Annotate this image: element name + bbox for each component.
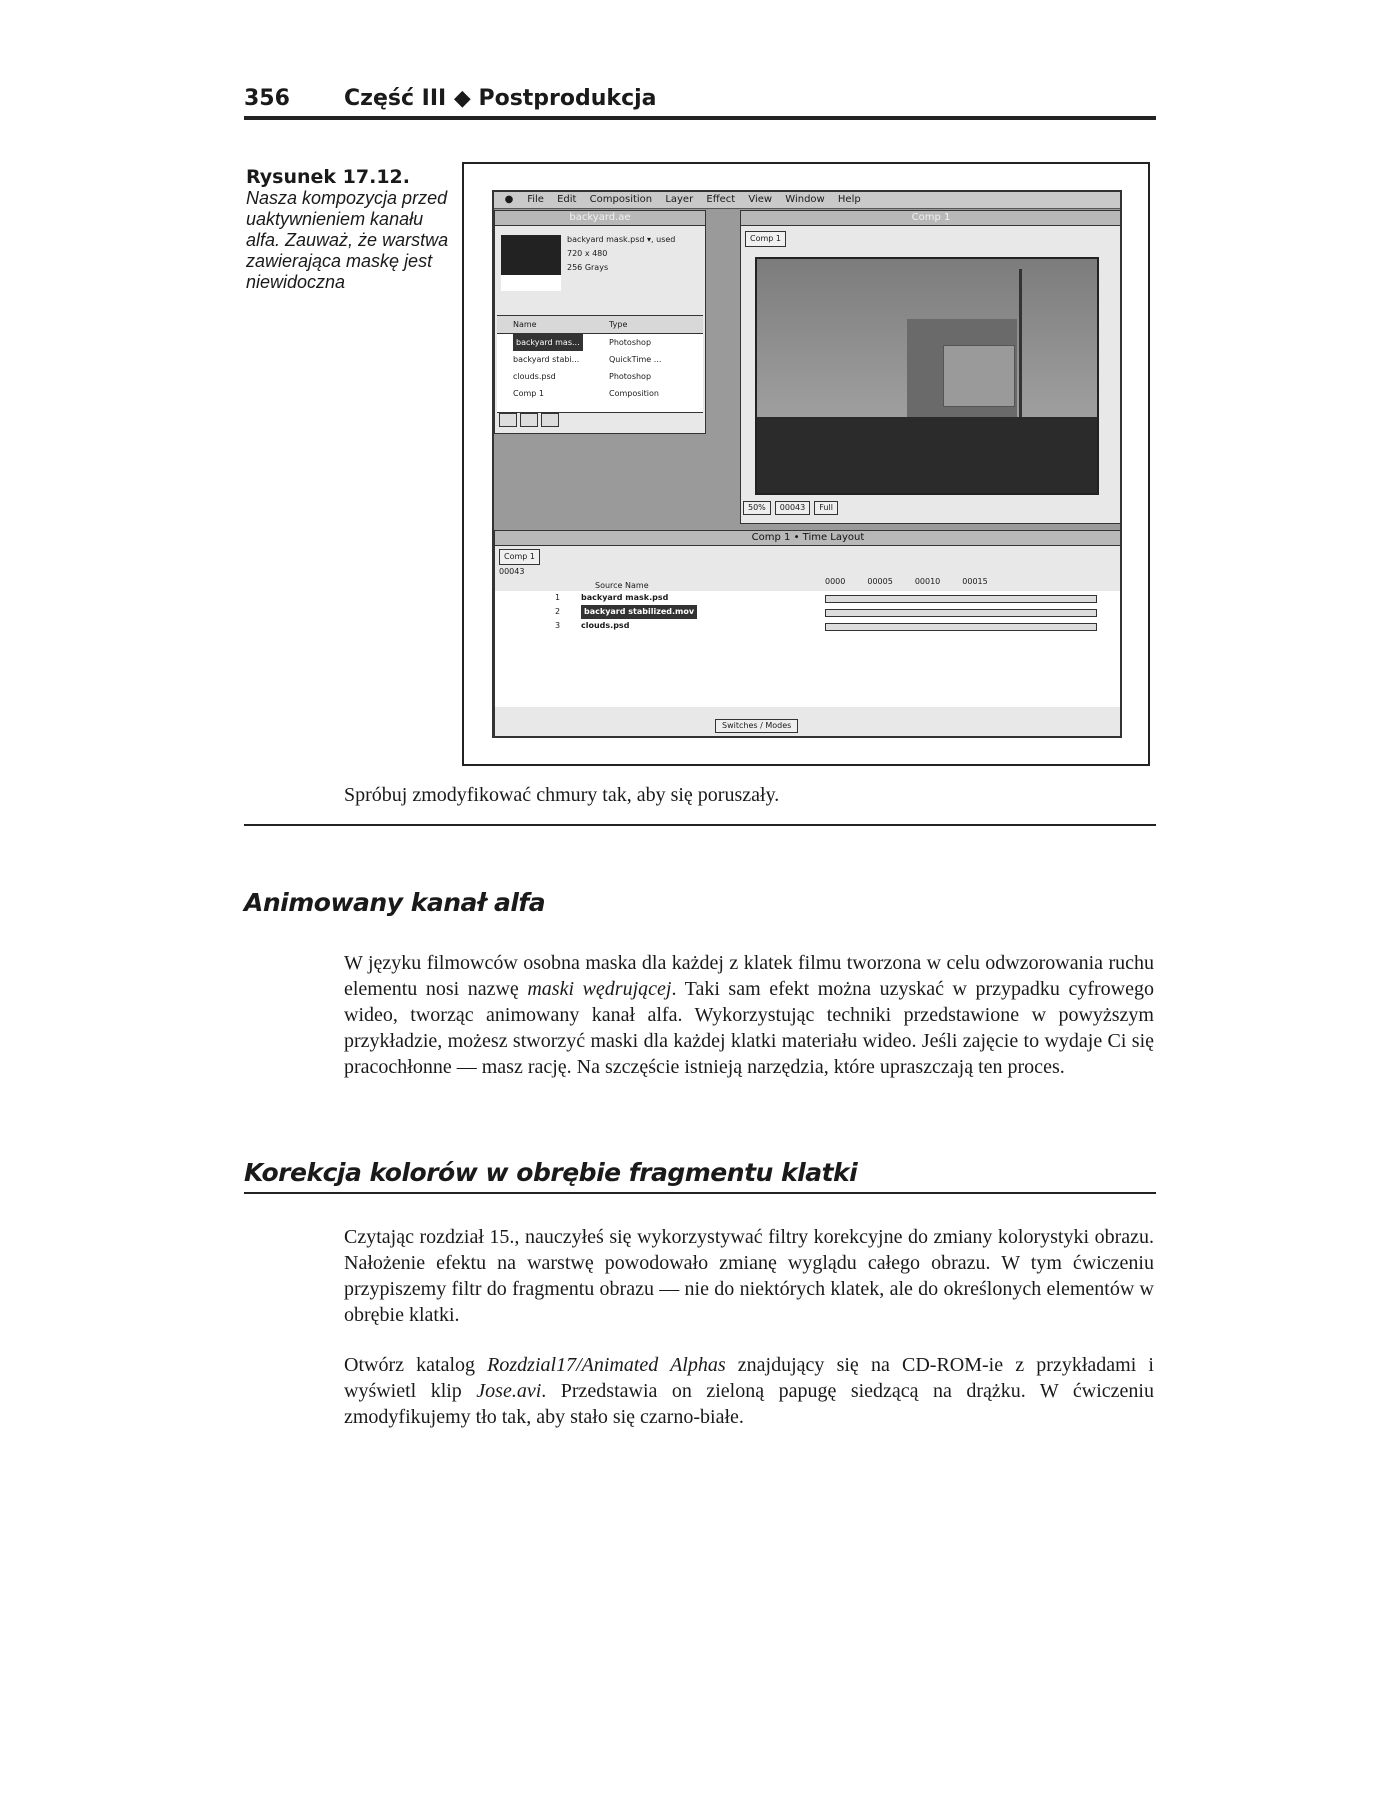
menu-window: Window bbox=[785, 194, 825, 205]
menu-layer: Layer bbox=[665, 194, 694, 205]
menu-composition: Composition bbox=[589, 194, 653, 205]
figure-caption-text: Nasza kompozycja przed uaktywnieniem kanału alfa. Zauważ, że warstwa zawierająca maskę jest niewidoczna bbox=[246, 188, 449, 292]
switches-modes-toggle: Switches / Modes bbox=[715, 719, 798, 733]
table-row: 2 backyard stabilized.mov bbox=[495, 605, 1121, 619]
apple-menu-icon: ● bbox=[504, 194, 514, 205]
new-comp-icon bbox=[520, 413, 538, 427]
menu-view: View bbox=[748, 194, 773, 205]
page-header bbox=[244, 86, 1156, 120]
time-layout-window bbox=[494, 530, 1122, 738]
figure-frame bbox=[462, 162, 1150, 766]
project-window-title: backyard.ae bbox=[495, 211, 705, 226]
menu-help: Help bbox=[837, 194, 861, 205]
zoom-level: 50% bbox=[743, 501, 771, 515]
file-dimensions: 720 x 480 bbox=[567, 249, 608, 258]
page-number: 356 bbox=[244, 86, 290, 111]
comp-window-title: Comp 1 bbox=[741, 211, 1121, 226]
time-ruler: 0000 00005 00010 00015 bbox=[825, 577, 988, 586]
table-row: 1 backyard mask.psd bbox=[495, 591, 1121, 605]
app-screenshot bbox=[492, 190, 1122, 738]
trash-icon bbox=[541, 413, 559, 427]
resolution-select: Full bbox=[814, 501, 838, 515]
time-layout-title: Comp 1 • Time Layout bbox=[495, 531, 1121, 546]
menu-file: File bbox=[527, 194, 544, 205]
figure-label: Rysunek 17.12. bbox=[246, 166, 410, 188]
menu-edit: Edit bbox=[557, 194, 577, 205]
project-buttons bbox=[499, 413, 562, 430]
timeline-layers bbox=[495, 591, 1121, 707]
list-item: Comp 1 Composition bbox=[513, 389, 659, 398]
table-row: 3 clouds.psd bbox=[495, 619, 1121, 633]
section2-paragraph-2: Otwórz katalog Rozdzial17/Animated Alphas znajdujący się na CD-ROM-ie z przykładami i wyświetl klip Jose.avi. Przedstawia on zieloną papugę siedzącą na drążku. W ćwiczeniu zmodyfikujemy tło tak, aby stało się czarno-białe. bbox=[344, 1354, 1154, 1428]
part-title: Część III ◆ Postprodukcja bbox=[344, 86, 657, 111]
section2-paragraph-1: Czytając rozdział 15., nauczyłeś się wykorzystywać filtry korekcyjne do zmiany kolorystyki obrazu. Nałożenie efektu na warstwę powodowało zmianę wyglądu całego obrazu. W tym ćwiczeniu przypiszemy filtr do fragmentu obrazu — nie do niektórych klatek, ale do określonych elementów w obrębie klatki. bbox=[344, 1226, 1154, 1326]
list-item: backyard stabi... QuickTime ... bbox=[513, 355, 662, 364]
source-name-header: Source Name bbox=[595, 581, 649, 590]
mask-thumbnail bbox=[501, 235, 561, 291]
figure-note: Spróbuj zmodyfikować chmury tak, aby się poruszały. bbox=[344, 784, 780, 806]
project-list-header bbox=[497, 316, 703, 334]
column-name: Name bbox=[513, 320, 537, 329]
divider bbox=[244, 824, 1156, 826]
section-heading-animated-alpha: Animowany kanał alfa bbox=[244, 888, 546, 917]
project-item-list bbox=[497, 315, 703, 413]
comp-tab: Comp 1 bbox=[745, 231, 786, 247]
section1-paragraph: W języku filmowców osobna maska dla każdej z klatek filmu tworzona w celu odwzorowania ruchu elementu nosi nazwę maski wędrującej. Taki sam efekt można uzyskać w przypadku cyfrowego wideo, tworząc animowany kanał alfa. Wykorzystując techniki przedstawione w powyższym przykładzie, możesz stworzyć maski dla każdej klatki materiału wideo. Jeśli zajęcie to wydaje Ci się pracochłonne — masz rację. Na szczęście istnieją narzędzia, które upraszczają ten proces. bbox=[344, 952, 1154, 1078]
folder-icon bbox=[499, 413, 517, 427]
comp-footer bbox=[743, 501, 842, 515]
timeline-tab: Comp 1 bbox=[499, 549, 540, 565]
list-item: clouds.psd Photoshop bbox=[513, 372, 652, 381]
file-depth: 256 Grays bbox=[567, 263, 609, 272]
project-file-info bbox=[567, 233, 675, 275]
comp-timecode: 00043 bbox=[775, 501, 810, 515]
timeline-timecode: 00043 bbox=[499, 567, 525, 576]
menu-effect: Effect bbox=[706, 194, 736, 205]
divider bbox=[244, 1192, 1156, 1194]
selected-file-name: backyard mask.psd ▾, used bbox=[567, 235, 676, 244]
composition-window bbox=[740, 210, 1122, 524]
project-window bbox=[494, 210, 706, 434]
menu-bar bbox=[494, 192, 1120, 209]
section-heading-color-correction: Korekcja kolorów w obrębie fragmentu klatki bbox=[244, 1158, 858, 1187]
column-type: Type bbox=[609, 320, 628, 329]
figure-caption bbox=[246, 166, 456, 293]
comp-viewer bbox=[755, 257, 1099, 495]
list-item: backyard mas... Photoshop bbox=[497, 334, 703, 351]
